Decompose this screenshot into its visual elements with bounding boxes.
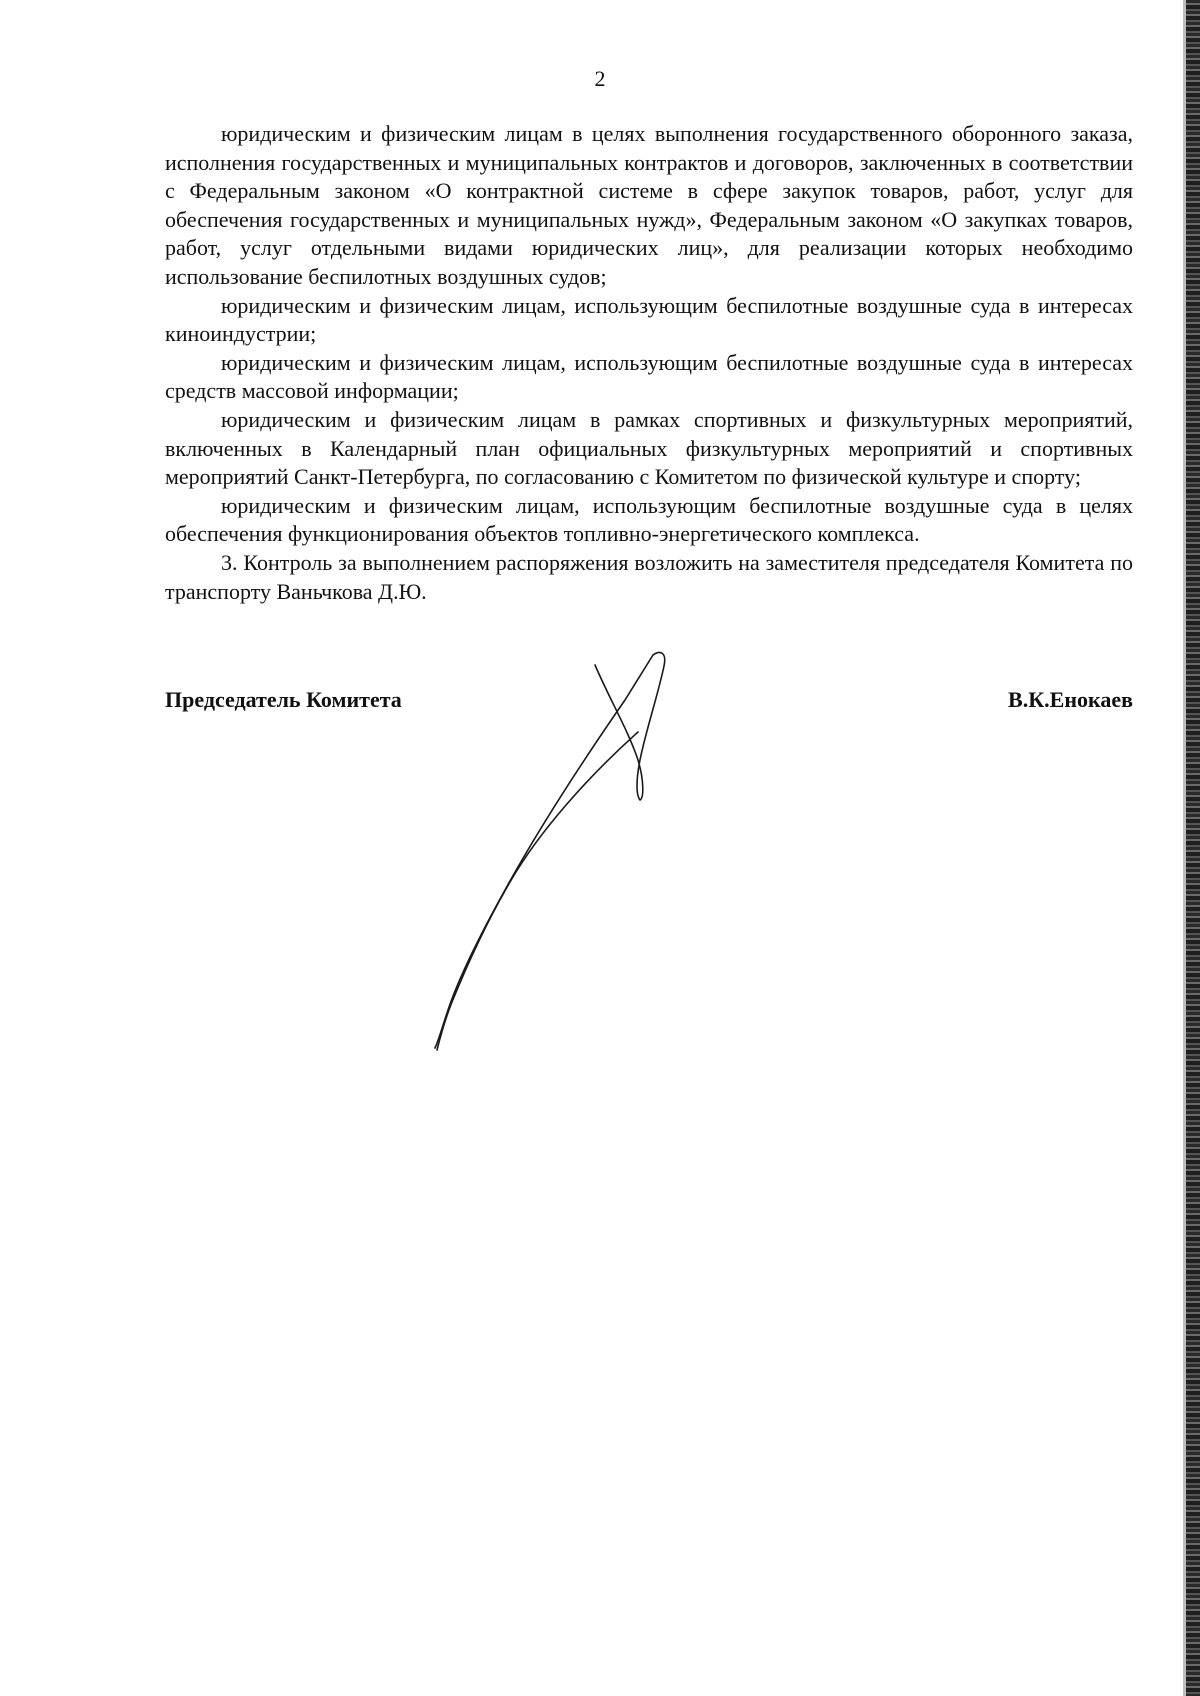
paragraph-control-clause: 3. Контроль за выполнением распоряжения возложить на заместителя председателя Комитета по транспорту Ваньчкова Д.Ю. [165, 549, 1133, 604]
signer-title: Председатель Комитета [165, 687, 402, 712]
paragraph-defense-order: юридическим и физическим лицам в целях выполнения государственного оборонного заказа, исполнения государственных и муниципальных контрактов и договоров, заключенных в соответствии с Федеральным законом «О контрактной системе в сфере закупок товаров, работ, услуг для обеспечения государственных и муниципальных нужд», Федеральным законом «О закупках товаров, работ, услуг отдельными видами юридических лиц», для реализации которых необходимо использование беспилотных воздушных судов; [165, 121, 1133, 289]
scan-edge [1186, 0, 1200, 1696]
paragraph-mass-media: юридическим и физическим лицам, использующим беспилотные воздушные суда в интересах средств массовой информации; [165, 349, 1133, 404]
paragraph-film-industry: юридическим и физическим лицам, использующим беспилотные воздушные суда в интересах киноиндустрии; [165, 292, 1133, 347]
handwritten-signature [430, 650, 750, 1060]
signer-name: В.К.Енокаев [1008, 687, 1133, 712]
document-body [165, 120, 1133, 606]
paragraph-fuel-energy: юридическим и физическим лицам, использующим беспилотные воздушные суда в целях обеспечения функционирования объектов топливно-энергетического комплекса. [165, 492, 1133, 547]
paragraph-sport-events: юридическим и физическим лицам в рамках спортивных и физкультурных мероприятий, включенных в Календарный план официальных физкультурных мероприятий и спортивных мероприятий Санкт-Петербурга, по согласованию с Комитетом по физической культуре и спорту; [165, 406, 1133, 490]
page-number: 2 [594, 66, 606, 91]
